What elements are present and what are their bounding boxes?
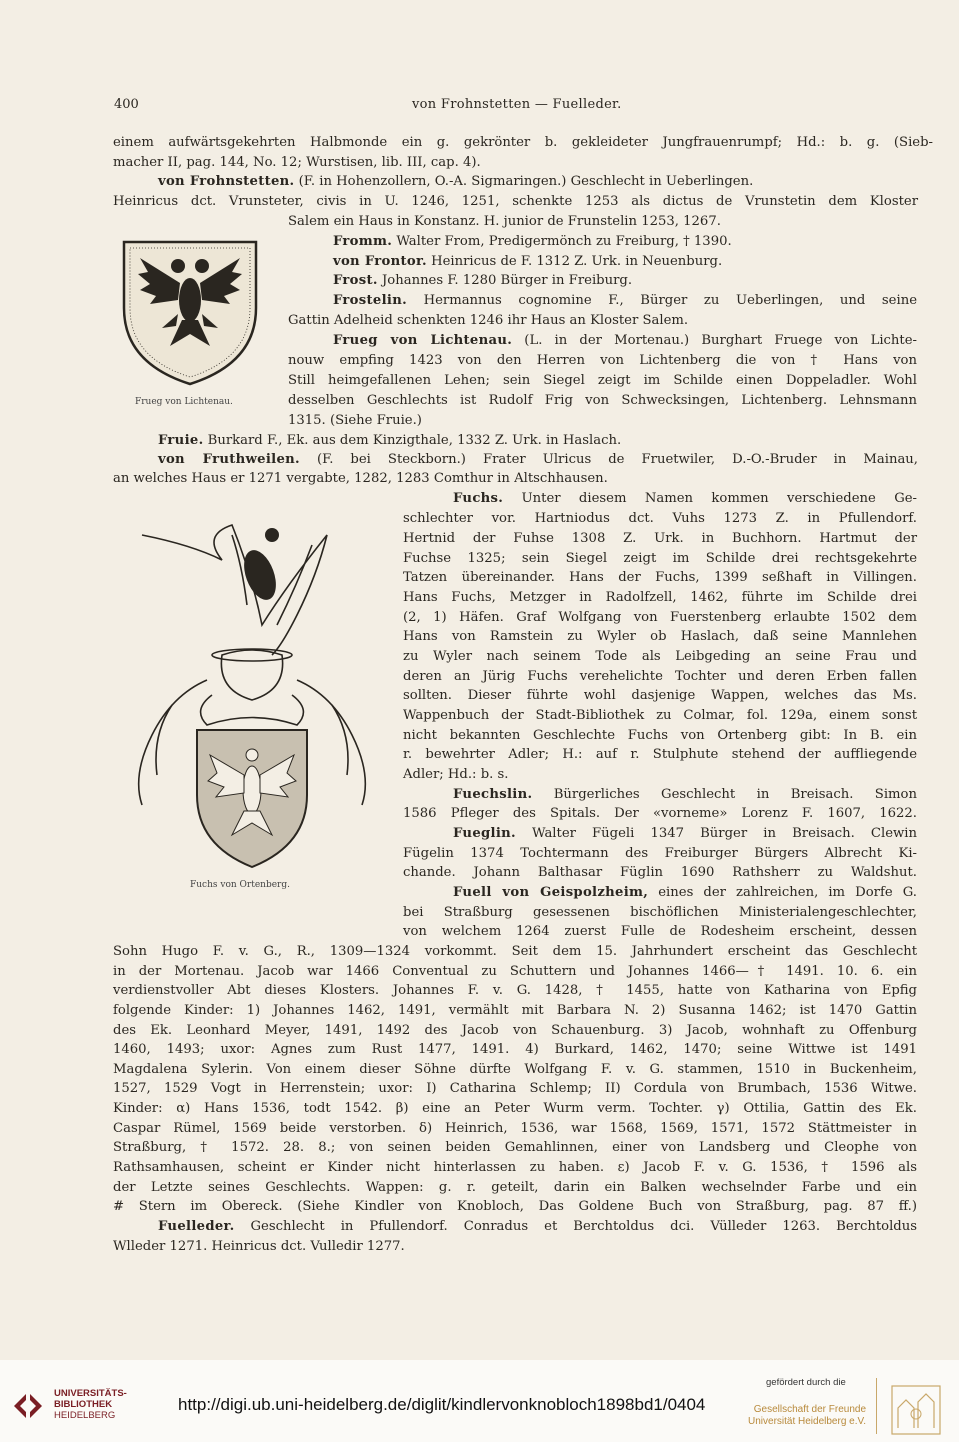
line-text: Gattin Adelheid schenkten 1246 ihr Haus an Kloster Salem. xyxy=(288,313,689,328)
text-line xyxy=(158,450,918,470)
line-text: (2, 1) Häfen. Graf Wolfgang von Fuerstenberg erlaubte 1502 dem xyxy=(403,610,917,625)
line-text: desselben Geschlechts ist Rudolf Frig von Schwecksingen, Lichtenberg. Lehnsmann xyxy=(288,393,917,408)
text-line xyxy=(288,391,917,411)
text-line xyxy=(113,942,917,962)
text-line xyxy=(113,1021,917,1041)
line-text: Still heimgefallenen Lehen; sein Siegel zeigt im Schilde einen Doppeladler. Wohl xyxy=(288,373,917,388)
text-line xyxy=(288,371,917,391)
line-text: Adler; Hd.: b. s. xyxy=(403,767,509,782)
line-text: Walter From, Predigermönch zu Freiburg, † 1390. xyxy=(392,234,732,249)
text-line xyxy=(403,804,917,824)
entry-keyword: von Frontor. xyxy=(333,254,427,269)
sponsor-name: Gesellschaft der Freunde Universität Heidelberg e.V. xyxy=(748,1404,867,1427)
entry-keyword: Fuchs. xyxy=(453,491,504,506)
text-line xyxy=(158,1217,917,1237)
text-line xyxy=(333,232,732,252)
text-line xyxy=(333,331,917,351)
line-text: 1527, 1529 Vogt in Herrenstein; uxor: I) Catharina Schlemp; II) Cordula von Brumbach, 1536 Witwe. xyxy=(113,1081,917,1096)
text-line xyxy=(113,1158,917,1178)
text-line xyxy=(288,411,422,431)
text-line xyxy=(113,469,608,489)
line-text: Burkard F., Ek. aus dem Kinzigthale, 1332 Z. Urk. in Haslach. xyxy=(203,433,622,448)
line-text: zu Wyler nach seinem Tode als Leibgeding an seine Frau und xyxy=(403,649,917,664)
line-text: schlechter vor. Hartniodus dct. Vuhs 1273 Z. in Pfullendorf. xyxy=(403,511,917,526)
text-line xyxy=(403,765,508,785)
text-line xyxy=(113,133,933,153)
frueg-caption: Frueg von Lichtenau. xyxy=(135,397,233,407)
line-text: Hans von Ramstein zu Wyler ob Haslach, daß seine Mannlehen xyxy=(403,629,917,644)
line-text: Hermannus cognomine F., Bürger zu Ueberlingen, und seine xyxy=(406,293,917,308)
text-line xyxy=(403,588,917,608)
footer-divider xyxy=(876,1378,877,1434)
line-text: 1460, 1493; uxor: Agnes zum Rust 1477, 1491. 4) Burkard, 1462, 1470; seine Wittwe ist 1491 xyxy=(113,1042,917,1057)
line-text: nicht bekannten Geschlechte Fuchs von Ortenberg gibt: In B. ein xyxy=(403,728,917,743)
line-text: von welchem 1264 zuerst Fulle de Rodesheim erscheint, dessen xyxy=(403,924,917,939)
line-text: einem aufwärtsgekehrten Halbmonde ein g. gekrönter b. gekleideter Jungfrauenrumpf; Hd.: b. g. (Sieb- xyxy=(113,135,933,150)
text-line xyxy=(113,192,918,212)
line-text: deren an Jürig Fuchs verehelichte Tochter und deren Erben fallen xyxy=(403,669,917,684)
text-line xyxy=(113,1178,917,1198)
entry-keyword: Frost. xyxy=(333,273,378,288)
text-line xyxy=(403,647,917,667)
line-text: # Stern im Obereck. (Siehe Kindler von Knobloch, Das Goldene Buch von Straßburg, pag. 87 ff.) xyxy=(113,1199,917,1214)
text-line xyxy=(113,1060,917,1080)
line-text: Tatzen übereinander. Hans der Fuchs, 1399 seßhaft in Villingen. xyxy=(403,570,917,585)
line-text: r. bewehrter Adler; H.: auf r. Stulphute stehend der auffliegende xyxy=(403,747,917,762)
entry-keyword: Frueg von Lichtenau. xyxy=(333,333,513,348)
entry-keyword: Fuell von Geispolzheim, xyxy=(453,885,649,900)
fuchs-caption: Fuchs von Ortenberg. xyxy=(190,880,290,890)
line-text: Geschlecht in Pfullendorf. Conradus et Berchtoldus dci. Vülleder 1263. Berchtoldus xyxy=(234,1219,917,1234)
text-line xyxy=(403,608,917,628)
university-seal-icon xyxy=(888,1382,944,1438)
fuchs-coat-of-arms-image xyxy=(112,505,392,875)
text-line xyxy=(113,962,917,982)
text-line xyxy=(113,1237,405,1257)
text-line xyxy=(288,311,688,331)
text-line xyxy=(113,1040,917,1060)
line-text: Johannes F. 1280 Bürger in Freiburg. xyxy=(377,273,633,288)
text-line xyxy=(113,153,481,173)
line-text: Rathsamhausen, scheint er Kinder nicht hinterlassen zu haben. ε) Jacob F. v. G. 1536, † 1596 als xyxy=(113,1160,917,1175)
line-text: Kinder: α) Hans 1536, todt 1542. β) eine an Peter Wurm verm. Tochter. γ) Ottilia, Gattin des Ek. xyxy=(113,1101,917,1116)
line-text: in der Mortenau. Jacob war 1466 Conventual zu Schuttern und Johannes 1466—† 1491. 10. 6. ein xyxy=(113,964,917,979)
text-line xyxy=(158,172,753,192)
entry-keyword: von Frohnstetten. xyxy=(158,174,295,189)
line-text: 1586 Pfleger des Spitals. Der «vorneme» Lorenz F. 1607, 1622. xyxy=(403,806,917,821)
text-line xyxy=(403,509,917,529)
permalink-url[interactable]: http://digi.ub.uni-heidelberg.de/diglit/kindlervonknobloch1898bd1/0404 xyxy=(178,1395,706,1414)
text-line xyxy=(113,981,917,1001)
line-text: Walter Fügeli 1347 Bürger in Breisach. Clewin xyxy=(515,826,917,841)
text-line xyxy=(403,863,917,883)
text-line xyxy=(113,1079,917,1099)
text-line xyxy=(453,883,917,903)
text-line xyxy=(113,1138,917,1158)
line-text: Salem ein Haus in Konstanz. H. junior de Frunstelin 1253, 1267. xyxy=(288,214,721,229)
line-text: Fuchse 1325; sein Siegel zeigt im Schilde drei rechtsgekehrte xyxy=(403,551,917,566)
frueg-coat-of-arms-image xyxy=(120,238,260,388)
line-text: Hertnid der Fuhse 1308 Z. Urk. in Buchhorn. Hartmut der xyxy=(403,531,917,546)
text-line xyxy=(403,844,917,864)
line-text: Hans Fuchs, Metzger in Radolfzell, 1462, führte im Schilde drei xyxy=(403,590,917,605)
line-text: Wappenbuch der Stadt-Bibliothek zu Colmar, fol. 129a, einem sonst xyxy=(403,708,917,723)
line-text: (F. in Hohenzollern, O.-A. Sigmaringen.) Geschlecht in Ueberlingen. xyxy=(294,174,754,189)
text-line xyxy=(403,667,917,687)
text-line xyxy=(158,431,621,451)
text-line xyxy=(113,1099,917,1119)
line-text: der Letzte seines Geschlechts. Wappen: g. r. geteilt, darin ein Balken wechselnder Farbe und ein xyxy=(113,1180,917,1195)
running-title: von Frohnstetten — Fuelleder. xyxy=(412,97,622,112)
line-text: nouw empfing 1423 von den Herren von Lichtenberg die von † Hans von xyxy=(288,353,917,368)
line-text: des Ek. Leonhard Meyer, 1491, 1492 des Jacob von Schauenburg. 3) Jacob, wohnhaft zu Offenburg xyxy=(113,1023,917,1038)
text-line xyxy=(403,627,917,647)
text-line xyxy=(453,824,917,844)
line-text: Fügelin 1374 Tochtermann des Freiburger Bürgers Albrecht Ki- xyxy=(403,846,917,861)
text-line xyxy=(403,686,917,706)
text-line xyxy=(403,745,917,765)
line-text: eines der zahlreichen, im Dorfe G. xyxy=(648,885,917,900)
line-text: Wlleder 1271. Heinricus dct. Vulledir 1277. xyxy=(113,1239,405,1254)
text-line xyxy=(288,351,917,371)
line-text: bei Straßburg gesessenen bischöflichen Ministerialengeschlechter, xyxy=(403,905,917,920)
line-text: Caspar Rümel, 1569 beide verstorben. δ) Heinrich, 1536, war 1568, 1569, 1571, 1572 Stättmeister in xyxy=(113,1121,917,1136)
sponsor-caption: gefördert durch die xyxy=(766,1377,846,1388)
line-text: Bürgerliches Geschlecht in Breisach. Simon xyxy=(532,787,917,802)
text-line xyxy=(403,726,917,746)
entry-keyword: Fuechslin. xyxy=(453,787,533,802)
text-line xyxy=(333,252,722,272)
entry-keyword: Fuelleder. xyxy=(158,1219,235,1234)
entry-keyword: Frostelin. xyxy=(333,293,407,308)
line-text: Sohn Hugo F. v. G., R., 1309—1324 vorkommt. Seit dem 15. Jahrhundert erscheint das Geschlecht xyxy=(113,944,917,959)
line-text: Straßburg, † 1572. 28. 8.; von seinen beiden Gemahlinnen, einer von Landsberg und Cleophe von xyxy=(113,1140,917,1155)
text-line xyxy=(403,706,917,726)
text-line xyxy=(403,903,917,923)
line-text: an welches Haus er 1271 vergabte, 1282, 1283 Comthur in Altschhausen. xyxy=(113,471,608,486)
line-text: Magdalena Sylerin. Von einem dieser Söhne dürfte Wolfgang F. v. G. stammen, 1510 in Buckenheim, xyxy=(113,1062,917,1077)
line-text: 1315. (Siehe Fruie.) xyxy=(288,413,422,428)
line-text: (L. in der Mortenau.) Burghart Fruege von Lichte- xyxy=(512,333,917,348)
entry-keyword: von Fruthweilen. xyxy=(158,452,300,467)
library-logo-icon xyxy=(8,1386,48,1426)
entry-keyword: Fueglin. xyxy=(453,826,516,841)
line-text: sollten. Dieser führte wohl dasjenige Wappen, welches das Ms. xyxy=(403,688,917,703)
text-line xyxy=(403,568,917,588)
line-text: (F. bei Steckborn.) Frater Ulricus de Fruetwiler, D.-O.-Bruder in Mainau, xyxy=(299,452,918,467)
text-line xyxy=(113,1119,917,1139)
entry-keyword: Fromm. xyxy=(333,234,393,249)
text-line xyxy=(288,212,721,232)
entry-keyword: Fruie. xyxy=(158,433,204,448)
text-line xyxy=(403,549,917,569)
text-line xyxy=(453,785,917,805)
text-line xyxy=(403,922,917,942)
line-text: folgende Kinder: 1) Johannes 1462, 1491, vermählt mit Barbara N. 2) Susanna 1462; ist 1470 Gattin xyxy=(113,1003,917,1018)
library-name: UNIVERSITÄTS- BIBLIOTHEK HEIDELBERG xyxy=(54,1388,127,1421)
line-text: Heinricus dct. Vrunsteter, civis in U. 1246, 1251, schenkte 1253 als dictus de Vrunstetin dem Kloster xyxy=(113,194,918,209)
line-text: verdienstvoller Abt dieses Klosters. Johannes F. v. G. 1428, † 1455, hatte von Katharina von Epfig xyxy=(113,983,917,998)
text-line xyxy=(403,529,917,549)
text-line xyxy=(333,271,632,291)
page-number: 400 xyxy=(114,97,139,112)
text-line xyxy=(453,489,917,509)
line-text: macher II, pag. 144, No. 12; Wurstisen, lib. III, cap. 4). xyxy=(113,155,481,170)
text-line xyxy=(113,1001,917,1021)
text-line xyxy=(333,291,917,311)
line-text: chande. Johann Balthasar Füglin 1690 Rathsherr zu Waldshut. xyxy=(403,865,917,880)
line-text: Unter diesem Namen kommen verschiedene Ge- xyxy=(503,491,917,506)
line-text: Heinricus de F. 1312 Z. Urk. in Neuenburg. xyxy=(426,254,723,269)
text-line xyxy=(113,1197,917,1217)
